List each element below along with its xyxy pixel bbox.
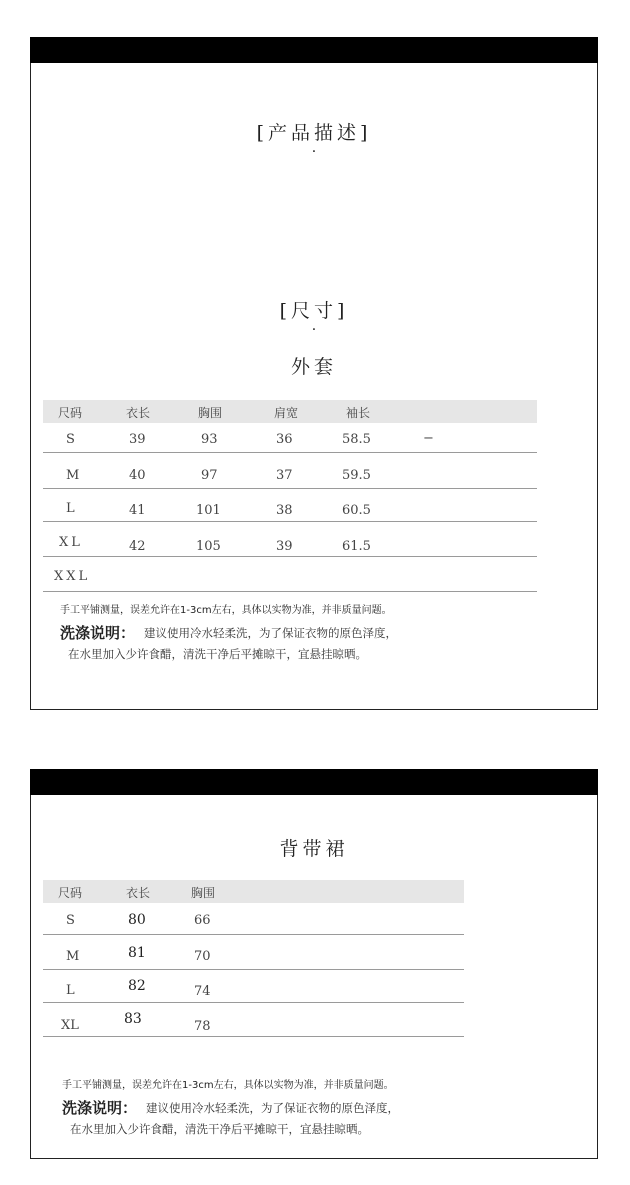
- measurement-note: 手工平铺测量，误差允许在1-3cm左右，具体以实物为准，并非质量问题。: [60, 605, 392, 616]
- row-size: S: [66, 432, 75, 447]
- size-heading: [尺寸]: [279, 300, 349, 322]
- care-instructions-line1: 建议使用冷水轻柔洗，为了保证衣物的原色泽度，: [144, 626, 397, 640]
- row-chest: 101: [196, 503, 221, 518]
- row-length: 82: [128, 978, 146, 994]
- column-header-chest: 胸围: [198, 406, 223, 420]
- row-shoulder: 37: [276, 468, 293, 483]
- row-divider: [43, 969, 464, 970]
- table-header: [43, 400, 537, 423]
- product-description-heading: [产品描述]: [256, 122, 372, 144]
- column-header-size: 尺码: [58, 886, 83, 900]
- row-shoulder: 39: [276, 539, 293, 554]
- row-size: XXL: [54, 569, 91, 584]
- row-divider: [43, 488, 537, 489]
- row-length: 81: [128, 945, 146, 961]
- row-size: S: [66, 913, 75, 928]
- row-chest: 97: [201, 468, 218, 483]
- row-size: M: [66, 949, 80, 964]
- row-size: XL: [59, 535, 83, 550]
- column-header-shoulder: 肩宽: [274, 406, 299, 420]
- row-chest: 78: [194, 1019, 211, 1034]
- row-divider: [43, 591, 537, 592]
- overall-dress-title: 背带裙: [279, 838, 349, 860]
- row-chest: 66: [194, 913, 211, 928]
- column-header-size: 尺码: [58, 406, 83, 420]
- row-chest: 105: [196, 539, 221, 554]
- row-sleeve: 58.5: [342, 432, 371, 447]
- divider-dot: ·: [311, 144, 317, 160]
- column-header-chest: 胸围: [191, 886, 216, 900]
- row-shoulder: 36: [276, 432, 293, 447]
- row-length: 42: [129, 539, 146, 554]
- overall-dress-size-card: [30, 769, 598, 1159]
- row-size: M: [66, 468, 80, 483]
- row-chest: 74: [194, 984, 211, 999]
- row-length: 40: [129, 468, 146, 483]
- row-length: 41: [129, 503, 146, 518]
- jacket-title: 外套: [290, 356, 337, 378]
- column-header-length: 衣长: [126, 886, 151, 900]
- row-divider: [43, 556, 537, 557]
- row-shoulder: 38: [276, 503, 293, 518]
- header-bar: [30, 37, 598, 63]
- row-divider: [43, 1036, 464, 1037]
- divider-dot: ·: [311, 322, 317, 338]
- row-chest: 93: [201, 432, 218, 447]
- care-instructions-line2: 在水里加入少许食醋，清洗干净后平摊晾干，宜悬挂晾晒。: [70, 1122, 369, 1136]
- row-sleeve: 61.5: [342, 539, 371, 554]
- measurement-note: 手工平铺测量，误差允许在1-3cm左右，具体以实物为准，并非质量问题。: [62, 1080, 394, 1091]
- header-bar: [30, 769, 598, 795]
- row-size: L: [66, 983, 75, 998]
- row-divider: [43, 934, 464, 935]
- row-sleeve: 60.5: [342, 503, 371, 518]
- row-sleeve: 59.5: [342, 468, 371, 483]
- row-chest: 70: [194, 949, 211, 964]
- table-header: [43, 880, 464, 903]
- row-length: 83: [124, 1011, 142, 1027]
- row-divider: [43, 521, 537, 522]
- row-extra: −: [423, 431, 434, 446]
- care-instructions-line2: 在水里加入少许食醋，清洗干净后平摊晾干，宜悬挂晾晒。: [68, 647, 367, 661]
- row-length: 39: [129, 432, 146, 447]
- row-divider: [43, 1002, 464, 1003]
- column-header-length: 衣长: [126, 406, 151, 420]
- row-length: 80: [128, 912, 146, 928]
- jacket-size-card: [30, 37, 598, 710]
- care-title: 洗涤说明：: [62, 1099, 138, 1117]
- care-instructions-line1: 建议使用冷水轻柔洗，为了保证衣物的原色泽度，: [146, 1101, 399, 1115]
- care-title: 洗涤说明：: [60, 624, 136, 642]
- row-size: L: [66, 501, 75, 516]
- row-divider: [43, 452, 537, 453]
- column-header-sleeve: 袖长: [346, 406, 371, 420]
- row-size: XL: [61, 1018, 79, 1033]
